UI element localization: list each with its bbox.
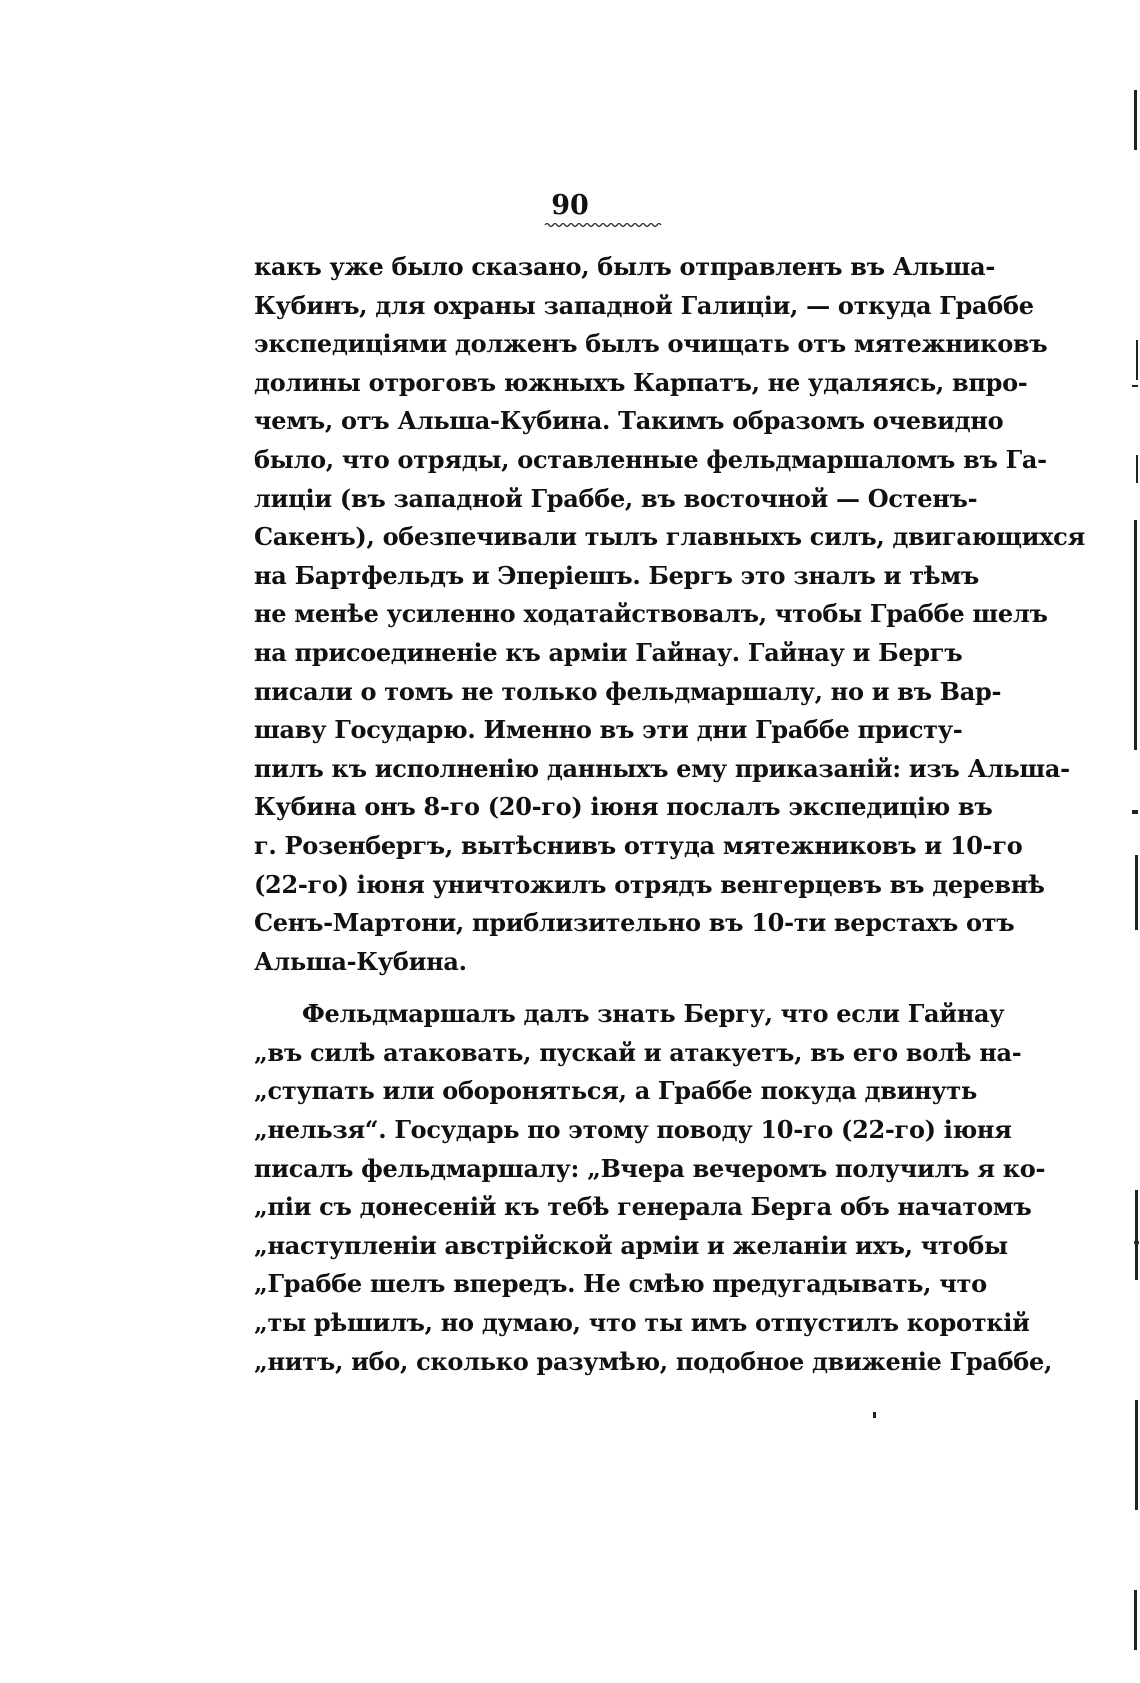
text-line: на Бартфельдъ и Эперіешъ. Бергъ это зналъ и тѣмъ bbox=[254, 560, 979, 590]
text-line: экспедиціями долженъ былъ очищать отъ мятежниковъ bbox=[254, 329, 1048, 359]
scan-edge-mark bbox=[1136, 455, 1138, 483]
text-line: Альша-Кубина. bbox=[254, 946, 467, 976]
text-line: писали о томъ не только фельдмаршалу, но и въ Вар- bbox=[254, 676, 1002, 706]
scan-edge-mark bbox=[1135, 855, 1138, 930]
text-line: Сакенъ), обезпечивали тылъ главныхъ силъ, двигающихся bbox=[254, 522, 1085, 552]
paragraph-1 bbox=[254, 248, 1085, 981]
text-line: (22-го) іюня уничтожилъ отрядъ венгерцевъ въ деревнѣ bbox=[254, 869, 1045, 899]
scan-edge-mark bbox=[1134, 90, 1137, 150]
text-line: чемъ, отъ Альша-Кубина. Такимъ образомъ очевидно bbox=[254, 406, 1004, 436]
text-line: „піи съ донесеній къ тебѣ генерала Берга объ начатомъ bbox=[254, 1192, 1032, 1222]
text-line: Сенъ-Мартони, приблизительно въ 10-ти верстахъ отъ bbox=[254, 908, 1015, 938]
scan-edge-mark bbox=[1134, 520, 1137, 750]
text-line: долины отроговъ южныхъ Карпатъ, не удаляясь, впро- bbox=[254, 367, 1028, 397]
text-line: „Граббе шелъ впередъ. Не смѣю предугадывать, что bbox=[254, 1269, 987, 1299]
page-number: 90 bbox=[551, 190, 589, 221]
scan-speck bbox=[873, 1412, 876, 1418]
text-line: было, что отряды, оставленные фельдмаршаломъ въ Га- bbox=[254, 444, 1047, 474]
paragraph-gap bbox=[254, 981, 958, 995]
paragraph-2 bbox=[254, 995, 1053, 1381]
scan-edge-mark bbox=[1134, 1590, 1137, 1650]
text-line: Кубинъ, для охраны западной Галиціи, — откуда Граббе bbox=[254, 290, 1034, 320]
page-number-wavy-rule bbox=[545, 222, 663, 228]
text-line: пилъ къ исполненію данныхъ ему приказаній: изъ Альша- bbox=[254, 753, 1070, 783]
scan-edge-mark bbox=[1134, 1240, 1139, 1245]
text-line: „наступленіи австрійской арміи и желаніи ихъ, чтобы bbox=[254, 1230, 1008, 1260]
text-line: „ты рѣшилъ, но думаю, что ты имъ отпустилъ короткій bbox=[254, 1308, 1030, 1338]
body-text bbox=[254, 248, 1085, 1381]
scan-edge-mark bbox=[1132, 810, 1138, 814]
text-line: „нитъ, ибо, сколько разумѣю, подобное движеніе Граббе, bbox=[254, 1346, 1053, 1376]
text-line: Кубина онъ 8-го (20-го) іюня послалъ экспедицію въ bbox=[254, 792, 993, 822]
scan-edge-mark bbox=[1135, 1190, 1138, 1280]
text-line: „ступать или обороняться, а Граббе покуда двинуть bbox=[254, 1076, 977, 1106]
scan-edge-mark bbox=[1132, 385, 1138, 387]
text-line: „нельзя“. Государь по этому поводу 10-го (22-го) іюня bbox=[254, 1115, 1012, 1145]
text-line: г. Розенбергъ, вытѣснивъ оттуда мятежниковъ и 10-го bbox=[254, 830, 1023, 860]
text-line: Фельдмаршалъ далъ знать Бергу, что если Гайнау bbox=[302, 999, 1005, 1029]
text-line: какъ уже было сказано, былъ отправленъ въ Альша- bbox=[254, 252, 996, 281]
scan-edge-mark bbox=[1135, 1400, 1138, 1510]
text-line: лиціи (въ западной Граббе, въ восточной — Остенъ- bbox=[254, 483, 978, 513]
text-line: на присоединеніе къ арміи Гайнау. Гайнау и Бергъ bbox=[254, 637, 963, 667]
text-line: не менѣе усиленно ходатайствовалъ, чтобы Граббе шелъ bbox=[254, 599, 1048, 629]
text-line: писалъ фельдмаршалу: „Вчера вечеромъ получилъ я ко- bbox=[254, 1153, 1046, 1183]
text-line: шаву Государю. Именно въ эти дни Граббе присту- bbox=[254, 715, 963, 745]
text-line: „въ силѣ атаковать, пускай и атакуетъ, въ его волѣ на- bbox=[254, 1037, 1022, 1067]
scan-edge-mark bbox=[1136, 340, 1138, 380]
